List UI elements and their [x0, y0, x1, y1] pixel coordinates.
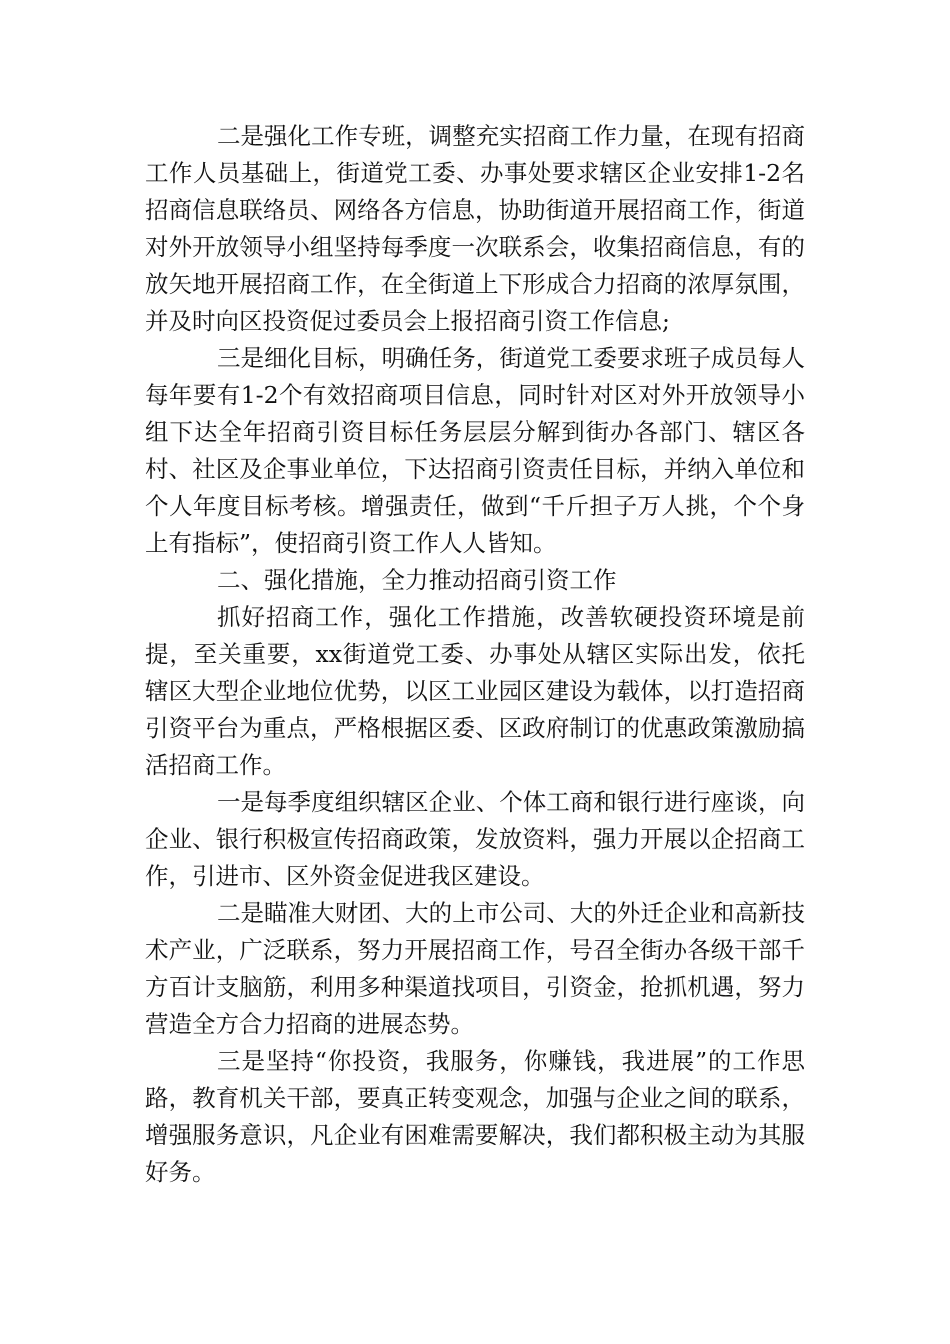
paragraph-big-targets: 二是瞄准大财团、大的上市公司、大的外迁企业和高新技术产业，广泛联系，努力开展招商工作，号召全街办各级干部千方百计支脑筋，利用多种渠道找项目，引资金，抢抓机遇，努力营造全方合力招商的进展态势。	[145, 899, 805, 1038]
paragraph-measures: 抓好招商工作，强化工作措施，改善软硬投资环境是前提，至关重要，xx街道党工委、办事处从辖区实际出发，依托辖区大型企业地位优势，以区工业园区建设为载体，以打造招商引资平台为重点，严格根据区委、区政府制订的优惠政策激励搞活招商工作。	[145, 603, 805, 779]
paragraph-targets: 三是细化目标，明确任务，街道党工委要求班子成员每人每年要有1-2个有效招商项目信息，同时针对区对外开放领导小组下达全年招商引资目标任务层层分解到街办各部门、辖区各村、社区及企事业单位，下达招商引资责任目标，并纳入单位和个人年度目标考核。增强责任，做到“千斤担子万人挑，个个身上有指标”，使招商引资工作人人皆知。	[145, 344, 805, 557]
paragraph-work-team: 二是强化工作专班，调整充实招商工作力量，在现有招商工作人员基础上，街道党工委、办事处要求辖区企业安排1-2名招商信息联络员、网络各方信息，协助街道开展招商工作，街道对外开放领导小组坚持每季度一次联系会，收集招商信息，有的放矢地开展招商工作，在全街道上下形成合力招商的浓厚氛围，并及时向区投资促过委员会上报招商引资工作信息;	[145, 122, 805, 335]
section-heading: 二、强化措施，全力推动招商引资工作	[217, 566, 617, 594]
paragraph-quarterly-meetings: 一是每季度组织辖区企业、个体工商和银行进行座谈，向企业、银行积极宣传招商政策，发放资料，强力开展以企招商工作，引进市、区外资金促进我区建设。	[145, 788, 805, 890]
document-body	[145, 118, 805, 1191]
paragraph-service-philosophy: 三是坚持“你投资，我服务，你赚钱，我进展”的工作思路，教育机关干部，要真正转变观念，加强与企业之间的联系，增强服务意识，凡企业有困难需要解决，我们都积极主动为其服好务。	[145, 1047, 805, 1186]
